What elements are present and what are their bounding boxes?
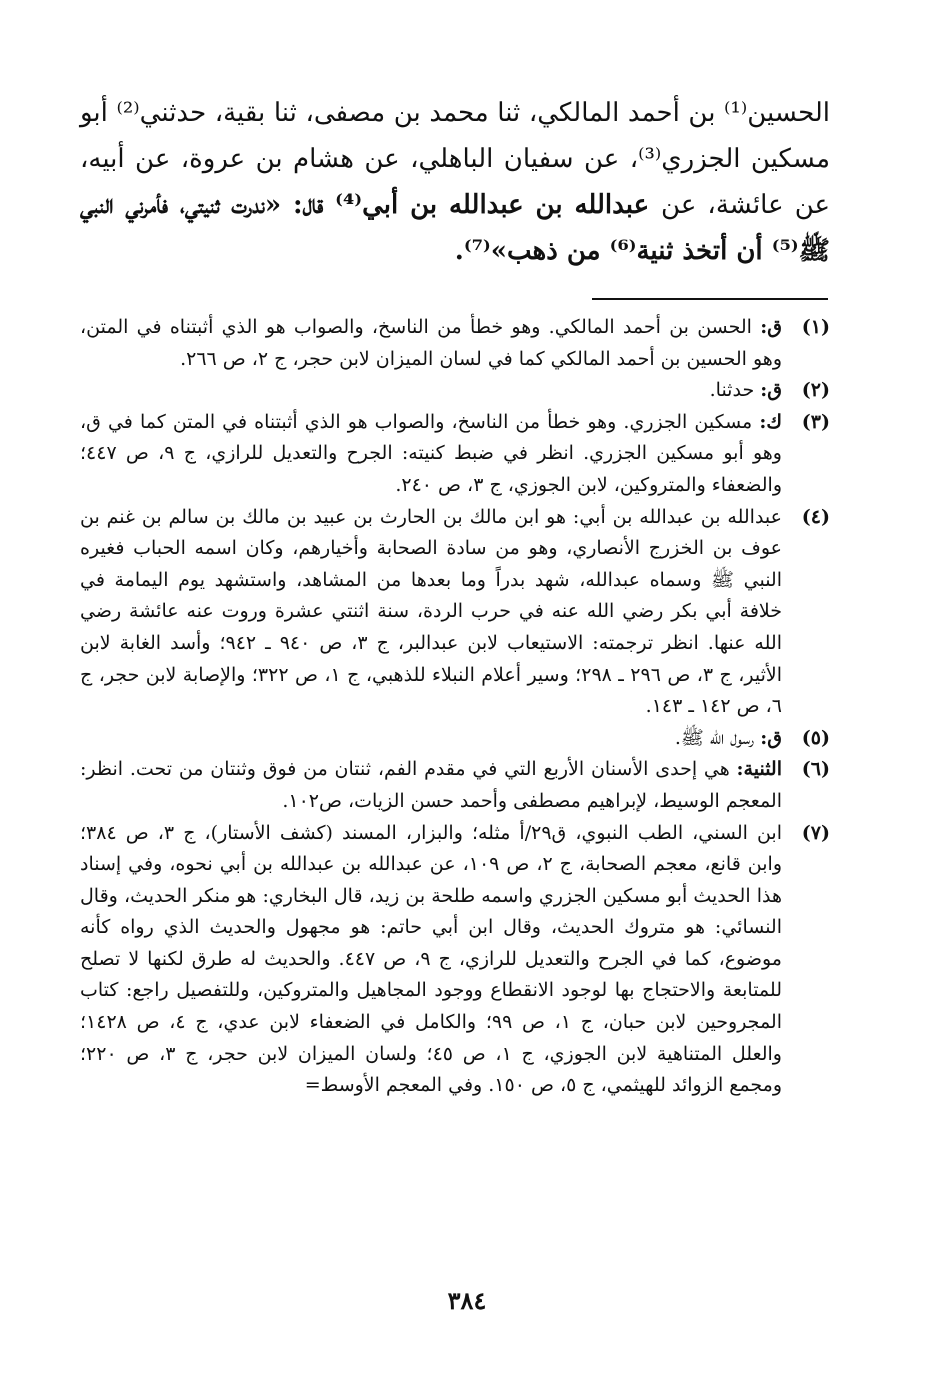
footnote-body — [80, 407, 782, 502]
footnote-body — [80, 502, 782, 723]
footnote-text: عبدالله بن عبدالله بن أبي: هو ابن مالك بن الحارث بن عبيد بن مالك بن سالم بن غنم بن عوف بن الخزرج الأنصاري، وهو من سادة الصحابة وأخيارهم، وكان اسمه الحباب فغيره النبي ﷺ وسماه عبدالله، شهد بدراً وما بعدها من المشاهد، واستشهد يوم اليمامة في خلافة أبي بكر رضي الله عنه في حرب الردة، سنة اثنتي عشرة وروت عنه عائشة رضي الله عنها. انظر ترجمته: الاستيعاب لابن عبدالبر، ج ٣، ص ٩٤٠ ـ ٩٤٢؛ وأسد الغابة لابن الأثير، ج ٣، ص ٢٩٦ ـ ٢٩٨؛ وسير أعلام النبلاء للذهبي، ج ١، ص ٣٢٢؛ والإصابة لابن حجر، ج ٦، ص ١٤٢ ـ ١٤٣. — [80, 505, 782, 718]
footnote-6 — [80, 754, 830, 817]
footnote-label: ك: — [759, 410, 782, 433]
footnote-text: هي إحدى الأسنان الأربع التي في مقدم الفم، ثنتان من فوق وثنتان من تحت. انظر: المعجم الوسيط، لإبراهيم مصطفى وأحمد حسن الزيات، ص١٠٢. — [80, 758, 782, 812]
footnote-label: ق: — [760, 316, 782, 338]
main-text — [80, 90, 830, 274]
footnote-label: الثنية: — [736, 758, 782, 781]
footnote-body — [80, 754, 782, 817]
page-number: ٣٨٤ — [447, 1286, 487, 1315]
footnote-number: (٦) — [801, 758, 830, 781]
footnote-4 — [80, 502, 830, 723]
footnote-separator — [592, 298, 828, 300]
footnote-body — [80, 312, 782, 375]
footnote-text: الحسن بن أحمد المالكي. وهو خطأ من الناسخ، والصواب هو الذي أثبتناه في المتن، وهو الحسين بن أحمد المالكي كما في لسان الميزان لابن حجر، ج ٢، ص ٢٦٦. — [80, 316, 782, 370]
footnote-number: (٥) — [801, 726, 830, 749]
footnote-body — [80, 375, 782, 407]
footnote-2 — [80, 375, 830, 407]
main-text-regular: الحسين⁽¹⁾ بن أحمد المالكي، ثنا محمد بن مصفى، ثنا بقية، حدثني⁽²⁾ أبو مسكين الجزري⁽³⁾، عن سفيان الباهلي، عن هشام بن عروة، عن أبيه، عن عائشة، عن — [80, 98, 831, 220]
footnote-text: حدثنا. — [709, 379, 761, 402]
footnote-label: ق: — [760, 379, 782, 402]
footnote-number: (١) — [801, 316, 830, 338]
main-text-bold: عبدالله بن عبدالله بن أبي⁽⁴⁾ قال: «ندرت ثنيتي، فأمرني النبي ﷺ⁽⁵⁾ أن أتخذ ثنية⁽⁶⁾ من ذهب»⁽⁷⁾. — [80, 190, 830, 266]
footnote-body — [80, 723, 782, 755]
footnote-7 — [80, 818, 830, 1102]
footnote-5 — [80, 723, 830, 755]
footnote-text: مسكين الجزري. وهو خطأ من الناسخ، والصواب هو الذي أثبتناه في المتن كما في ق، وهو أبو مسكين الجزري. انظر في ضبط كنيته: الجرح والتعديل للرازي، ج ٩، ص ٤٤٧؛ والضعفاء والمتروكين، لابن الجوزي، ج ٣، ص ٢٤٠. — [80, 410, 782, 496]
footnote-1 — [80, 312, 830, 375]
footnote-number: (٣) — [801, 410, 830, 433]
footnote-text: ابن السني، الطب النبوي، ق٢٩/أ مثله؛ والبزار، المسند (كشف الأستار)، ج ٣، ص ٣٨٤؛ وابن قانع، معجم الصحابة، ج ٢، ص ١٠٩، عن عبدالله بن عبدالله بن أبي نحوه، وفي إسناد هذا الحديث أبو مسكين الجزري واسمه طلحة بن زيد، قال البخاري: هو منكر الحديث، وقال النسائي: هو متروك الحديث، وقال ابن أبي حاتم: هو مجهول والحديث الذي رواه كأنه موضوع، كما في الجرح والتعديل للرازي، ج ٩، ص ٤٤٧. والحديث له طرق لكنها لا تصلح للمتابعة والاحتجاج بها لوجود الانقطاع ووجود المجاهيل والمتروكين، وللتفصيل راجع: كتاب المجروحين لابن حبان، ج ١، ص ٩٩؛ والكامل في الضعفاء لابن عدي، ج ٤، ص ١٤٢٨؛ والعلل المتناهية لابن الجوزي، ج ١، ص ٤٥؛ ولسان الميزان لابن حجر، ج ٣، ص ٢٢٠؛ ومجمع الزوائد للهيثمي، ج ٥، ص ١٥٠. وفي المعجم الأوسط= — [80, 821, 783, 1097]
footnote-number: (٧) — [801, 821, 830, 844]
main-paragraph — [80, 90, 830, 274]
footnote-text: رسول الله ﷺ. — [674, 726, 761, 749]
footnote-number: (٤) — [801, 505, 830, 528]
footnote-body — [80, 818, 782, 1102]
footnote-3 — [80, 407, 830, 502]
footnotes — [80, 312, 830, 1102]
footnote-label: ق: — [760, 726, 782, 749]
footnote-number: (٢) — [801, 379, 830, 402]
